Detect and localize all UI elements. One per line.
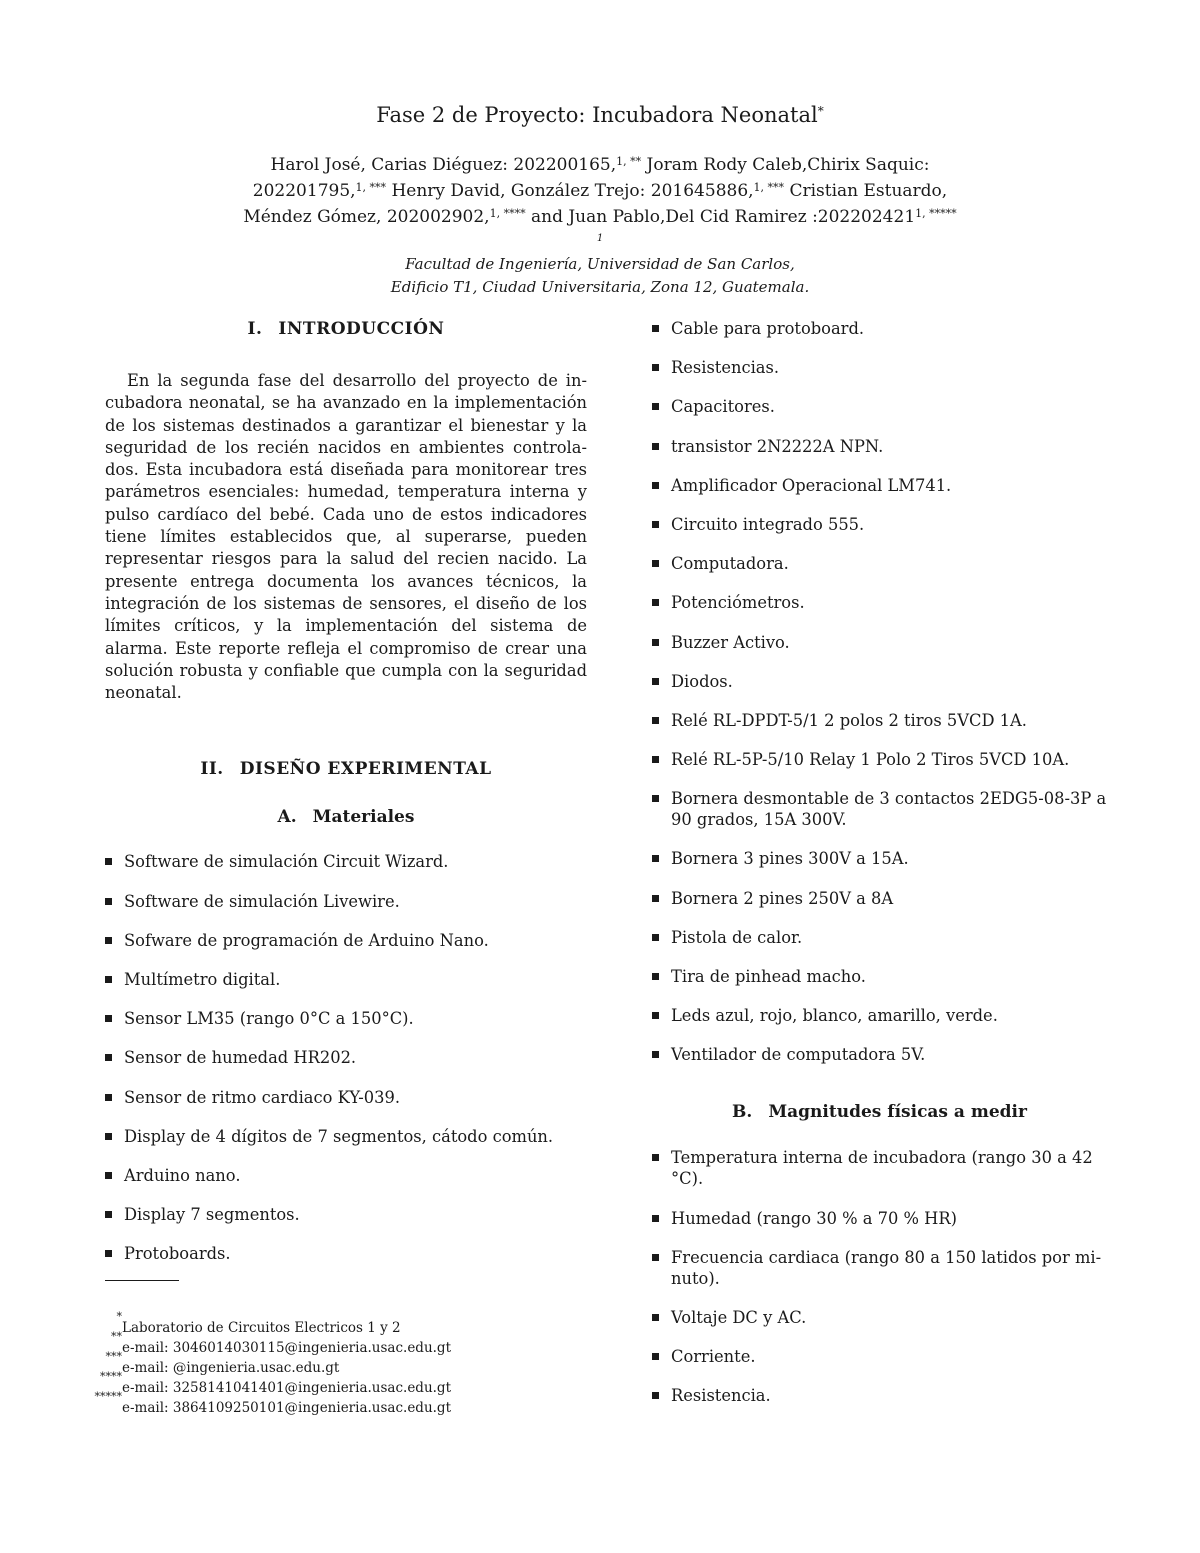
list-item-text: Sensor de humedad HR202. [124,1048,357,1068]
author-list [210,152,990,230]
bullet-icon [652,560,659,567]
author-line [210,178,990,204]
footnotes [94,1310,587,1418]
bullet-icon [652,1254,659,1261]
list-item [105,1047,587,1068]
footnote [105,1330,587,1358]
bullet-icon [652,678,659,685]
bullet-icon [652,1154,659,1161]
list-item-text: Relé RL-DPDT-5/1 2 polos 2 tiros 5VCD 1A. [671,710,1027,730]
bullet-icon [652,1051,659,1058]
affiliation [210,230,990,299]
bullet-icon [105,898,112,905]
list-item [652,1208,1107,1229]
author-marker: 1, *** [355,181,387,194]
bullet-icon [652,1215,659,1222]
bullet-icon [652,1314,659,1321]
list-item [105,851,587,872]
list-item [652,749,1107,770]
list-item-text: Arduino nano. [124,1165,241,1185]
materials-list-left [105,851,587,1264]
author-line [210,204,990,230]
bullet-icon [652,756,659,763]
author-line [210,152,990,178]
title-text: Fase 2 de Proyecto: Incubadora Neonatal [376,103,818,127]
materials-list-right [652,318,1107,1065]
author-marker: 1, *** [753,181,785,194]
footnote [100,1370,587,1398]
footnote [94,1390,587,1418]
list-item [652,1247,1107,1289]
footnote-text: Laboratorio de Circuitos Electricos 1 y 2 [122,1320,401,1336]
footnote-text: e-mail: 3864109250101@ingenieria.usac.edu.gt [122,1400,451,1416]
affiliation-marker: 1 [596,233,604,244]
bullet-icon [652,443,659,450]
list-item-text: Pistola de calor. [671,927,803,947]
list-item-text: Circuito integrado 555. [671,514,865,534]
author-marker: 1, **** [489,207,526,220]
list-item-text: Sensor de ritmo cardiaco KY-039. [124,1087,401,1107]
author-marker: 1, ** [616,155,642,168]
list-item [652,632,1107,653]
list-item-text: Corriente. [671,1347,756,1367]
subsection-number: B. [732,1102,753,1123]
footnote-text: e-mail: 3258141041401@ingenieria.usac.edu.gt [122,1380,451,1396]
bullet-icon [652,325,659,332]
list-item [652,592,1107,613]
bullet-icon [652,1392,659,1399]
list-item [105,930,587,951]
author-text: Joram Rody Caleb,Chirix Saquic: [641,155,930,175]
bullet-icon [105,1054,112,1061]
list-item [652,888,1107,909]
title-footnote-marker: * [817,104,824,118]
author-text: Méndez Gómez, 202002902, [243,207,490,227]
list-item-text: Resistencia. [671,1386,771,1406]
bullet-icon [652,599,659,606]
list-item [652,1346,1107,1367]
list-item [652,553,1107,574]
list-item [652,1005,1107,1026]
section-heading-introduccion [105,316,587,342]
bullet-icon [652,973,659,980]
list-item-text: Protoboards. [124,1244,231,1264]
list-item [652,1385,1107,1406]
section-number: II. [200,759,224,780]
list-item-text: Bornera 3 pines 300V a 15A. [671,849,909,869]
subsection-number: A. [277,807,297,828]
footnote-text: e-mail: 3046014030115@ingenieria.usac.edu.gt [122,1340,451,1356]
list-item [652,318,1107,339]
list-item-text: Software de simulación Circuit Wizard. [124,852,449,872]
list-item [652,475,1107,496]
right-column [652,318,1107,1425]
magnitudes-list [652,1147,1107,1406]
bullet-icon [652,521,659,528]
subsection-heading-magnitudes [652,1099,1107,1125]
list-item-text: Buzzer Activo. [671,632,790,652]
bullet-icon [652,934,659,941]
list-item [652,357,1107,378]
bullet-icon [105,1094,112,1101]
footnote [105,1310,587,1338]
subsection-title: Magnitudes físicas a medir [768,1102,1027,1123]
list-item [105,1008,587,1029]
list-item-text: Display de 4 dígitos de 7 segmentos, cátodo común. [124,1126,554,1146]
footnote-marker: * [116,1310,122,1323]
list-item-text: Bornera 2 pines 250V a 8A [671,888,894,908]
paper-title [0,101,1200,129]
list-item [105,969,587,990]
author-text: and Juan Pablo,Del Cid Ramirez :202202421 [525,207,916,227]
list-item-text: Temperatura interna de incubadora (rango 30 a 42 °C). [671,1148,1093,1189]
list-item-text: Bornera desmontable de 3 contactos 2EDG5-08-3P a 90 grados, 15A 300V. [671,789,1107,830]
list-item [652,671,1107,692]
list-item [105,1126,587,1147]
list-item [105,1204,587,1225]
footnote [105,1350,587,1378]
bullet-icon [652,639,659,646]
footnote-marker: *** [105,1350,122,1363]
bullet-icon [652,1012,659,1019]
list-item-text: Relé RL-5P-5/10 Relay 1 Polo 2 Tiros 5VCD 10A. [671,750,1070,770]
bullet-icon [652,717,659,724]
list-item-text: Sensor LM35 (rango 0°C a 150°C). [124,1009,414,1029]
list-item [105,1087,587,1108]
list-item-text: Voltaje DC y AC. [671,1307,807,1327]
bullet-icon [105,1133,112,1140]
section-number: I. [247,319,263,339]
bullet-icon [652,795,659,802]
list-item [652,788,1107,830]
list-item [105,1165,587,1186]
list-item-text: Multímetro digital. [124,970,281,990]
section-title: INTRODUCCIÓN [278,319,445,339]
footnote-rule [105,1280,179,1281]
author-text: Cristian Estuardo, [784,181,948,201]
author-text: Henry David, González Trejo: 201645886, [386,181,754,201]
list-item [652,710,1107,731]
section-title: DISEÑO EXPERIMENTAL [239,759,492,780]
list-item [105,891,587,912]
list-item [652,927,1107,948]
subsection-title: Materiales [312,807,415,828]
bullet-icon [105,858,112,865]
list-item [652,1044,1107,1065]
list-item-text: Frecuencia cardiaca (rango 80 a 150 latidos por minuto). [671,1247,1102,1288]
bullet-icon [105,937,112,944]
list-item [105,1243,587,1264]
bullet-icon [652,364,659,371]
author-text: Harol José, Carias Diéguez: 202200165, [270,155,617,175]
list-item [652,1307,1107,1328]
list-item [652,396,1107,417]
bullet-icon [105,1211,112,1218]
bullet-icon [652,482,659,489]
footnote-text: e-mail: @ingenieria.usac.edu.gt [122,1360,340,1376]
list-item-text: Sofware de programación de Arduino Nano. [124,930,489,950]
intro-paragraph: En la segunda fase del desarrollo del proyecto de incubadora neonatal, se ha avanzado en la implementación de los sistemas destinados a garantizar el bienestar y la seguridad de los recién nacidos en ambientes controlados. Esta incubadora está diseñada para monitorear tres parámetros esenciales: humedad, temperatura interna y pulso cardíaco del bebé. Cada uno de estos indicadores tiene límites establecidos que, al superarse, pueden representar riesgos para la salud del recien nacido. La presente entrega documenta los avances técnicos, la integración de los sistemas de sensores, el diseño de los límites críticos, y la implementación del sistema de alarma. Este reporte refleja el compromiso de crear una solución robusta y confiable que cumpla con la seguridad neonatal. [105,371,587,703]
list-item-text: Capacitores. [671,397,775,417]
list-item-text: Software de simulación Livewire. [124,891,400,911]
list-item [652,1147,1107,1189]
left-column [105,316,587,1283]
subsection-heading-materiales [105,804,587,830]
list-item-text: Amplificador Operacional LM741. [671,475,952,495]
footnote-marker: ***** [94,1390,122,1403]
list-item [652,966,1107,987]
list-item-text: Leds azul, rojo, blanco, amarillo, verde. [671,1006,998,1026]
footnote-marker: ** [111,1330,122,1343]
list-item [652,514,1107,535]
author-text: 202201795, [252,181,356,201]
list-item-text: Potenciómetros. [671,593,805,613]
bullet-icon [652,403,659,410]
affiliation-line-2: Edificio T1, Ciudad Universitaria, Zona 12, Guatemala. [390,278,810,296]
list-item-text: Computadora. [671,554,789,574]
author-marker: 1, ***** [915,207,957,220]
list-item-text: Ventilador de computadora 5V. [671,1045,926,1065]
bullet-icon [105,1172,112,1179]
bullet-icon [652,895,659,902]
list-item [652,848,1107,869]
list-item-text: transistor 2N2222A NPN. [671,436,884,456]
list-item [652,436,1107,457]
list-item-text: Resistencias. [671,358,780,378]
footnote-marker: **** [100,1370,122,1383]
affiliation-line-1 [210,230,990,276]
list-item-text: Humedad (rango 30 % a 70 % HR) [671,1208,957,1228]
bullet-icon [652,855,659,862]
affiliation-text-1: Facultad de Ingeniería, Universidad de San Carlos, [405,255,795,273]
list-item-text: Display 7 segmentos. [124,1205,300,1225]
bullet-icon [105,976,112,983]
bullet-icon [105,1015,112,1022]
bullet-icon [652,1353,659,1360]
list-item-text: Tira de pinhead macho. [671,967,866,986]
list-item-text: Diodos. [671,671,733,691]
list-item-text: Cable para protoboard. [671,319,865,338]
section-heading-diseno [105,756,587,782]
bullet-icon [105,1250,112,1257]
